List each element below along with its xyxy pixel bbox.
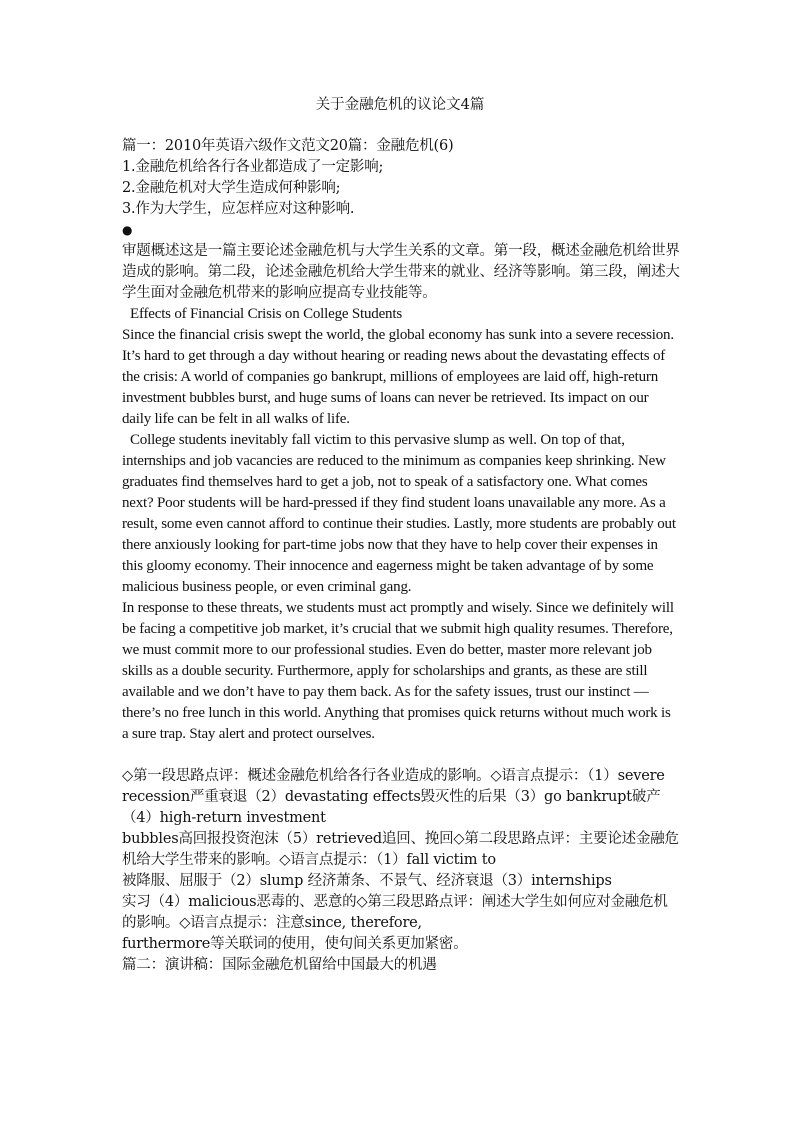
- document-body: [122, 136, 680, 976]
- essay-paragraph-3: In response to these threats, we students must act promptly and wisely. Since we definitely will be facing a competitive job market, it’s crucial that we submit high quality resumes. Therefore, we must commit more to our professional studies. Even do better, master more relevant job skills as a double security. Furthermore, apply for scholarships and grants, as these are still available and we don’t have to pay them back. As for the safety issues, trust our instinct —there’s no free lunch in this world. Anything that promises quick returns without much work is a sure trap. Stay alert and protect ourselves.: [122, 600, 674, 742]
- paragraph-spacer: [122, 745, 680, 766]
- prompt-line-2: 2.金融危机对大学生造成何种影响;: [122, 180, 341, 196]
- document-title: 关于金融危机的议论文4篇: [315, 97, 485, 113]
- essay-paragraph-1: Since the financial crisis swept the world, the global economy has sunk into a severe recession. It’s hard to get through a day without hearing or reading news about the devastating effects of the crisis: A world of companies go bankrupt, millions of employees are laid off, high-return investment bubbles burst, and huge sums of loans can never be retrieved. Its impact on our daily life can be felt in all walks of life.: [122, 327, 674, 427]
- prompt-line-3: 3.作为大学生，应怎样应对这种影响.: [122, 201, 355, 217]
- notes-line-2: bubbles高回报投资泡沫（5）retrieved追回、挽回◇第二段思路点评：主要论述金融危机给大学生带来的影响。◇语言点提示：（1）fall victim to: [122, 831, 679, 868]
- notes-line-3: 被降服、屈服于（2）slump 经济萧条、不景气、经济衰退（3）internships: [122, 873, 612, 889]
- notes-line-1: ◇第一段思路点评：概述金融危机给各行各业造成的影响。◇语言点提示：（1）severe recession严重衰退（2）devastating effects毁灭性的后果（3）go bankrupt破产（4）high-return investment: [122, 768, 665, 826]
- overview-paragraph: 审题概述这是一篇主要论述金融危机与大学生关系的文章。第一段，概述金融危机给世界造成的影响。第二段，论述金融危机给大学生带来的就业、经济等影响。第三段，阐述大学生面对金融危机带来的影响应提高专业技能等。: [122, 243, 680, 301]
- bullet-mark: ●: [122, 223, 133, 237]
- essay-title: Effects of Financial Crisis on College Students: [130, 306, 402, 322]
- part2-heading: 篇二：演讲稿：国际金融危机留给中国最大的机遇: [122, 957, 437, 973]
- part1-heading: 篇一：2010年英语六级作文范文20篇：金融危机(6): [122, 138, 454, 154]
- notes-line-4: 实习（4）malicious恶毒的、恶意的◇第三段思路点评：阐述大学生如何应对金融危机的影响。◇语言点提示：注意since, therefore,: [122, 894, 668, 931]
- notes-line-5: furthermore等关联词的使用，使句间关系更加紧密。: [122, 936, 468, 952]
- essay-paragraph-2: College students inevitably fall victim to this pervasive slump as well. On top of that, internships and job vacancies are reduced to the minimum as companies keep shrinking. New graduates find themselves hard to get a job, not to speak of a satisfactory one. What comes next? Poor students will be hard-pressed if they find student loans unavailable any more. As a result, some even cannot afford to continue their studies. Lastly, more students are probably out there anxiously looking for part-time jobs now that they have to help cover their expenses in this gloomy economy. Their innocence and eagerness might be taken advantage of by some malicious business people, or even criminal gang.: [122, 432, 676, 595]
- prompt-line-1: 1.金融危机给各行各业都造成了一定影响;: [122, 159, 384, 175]
